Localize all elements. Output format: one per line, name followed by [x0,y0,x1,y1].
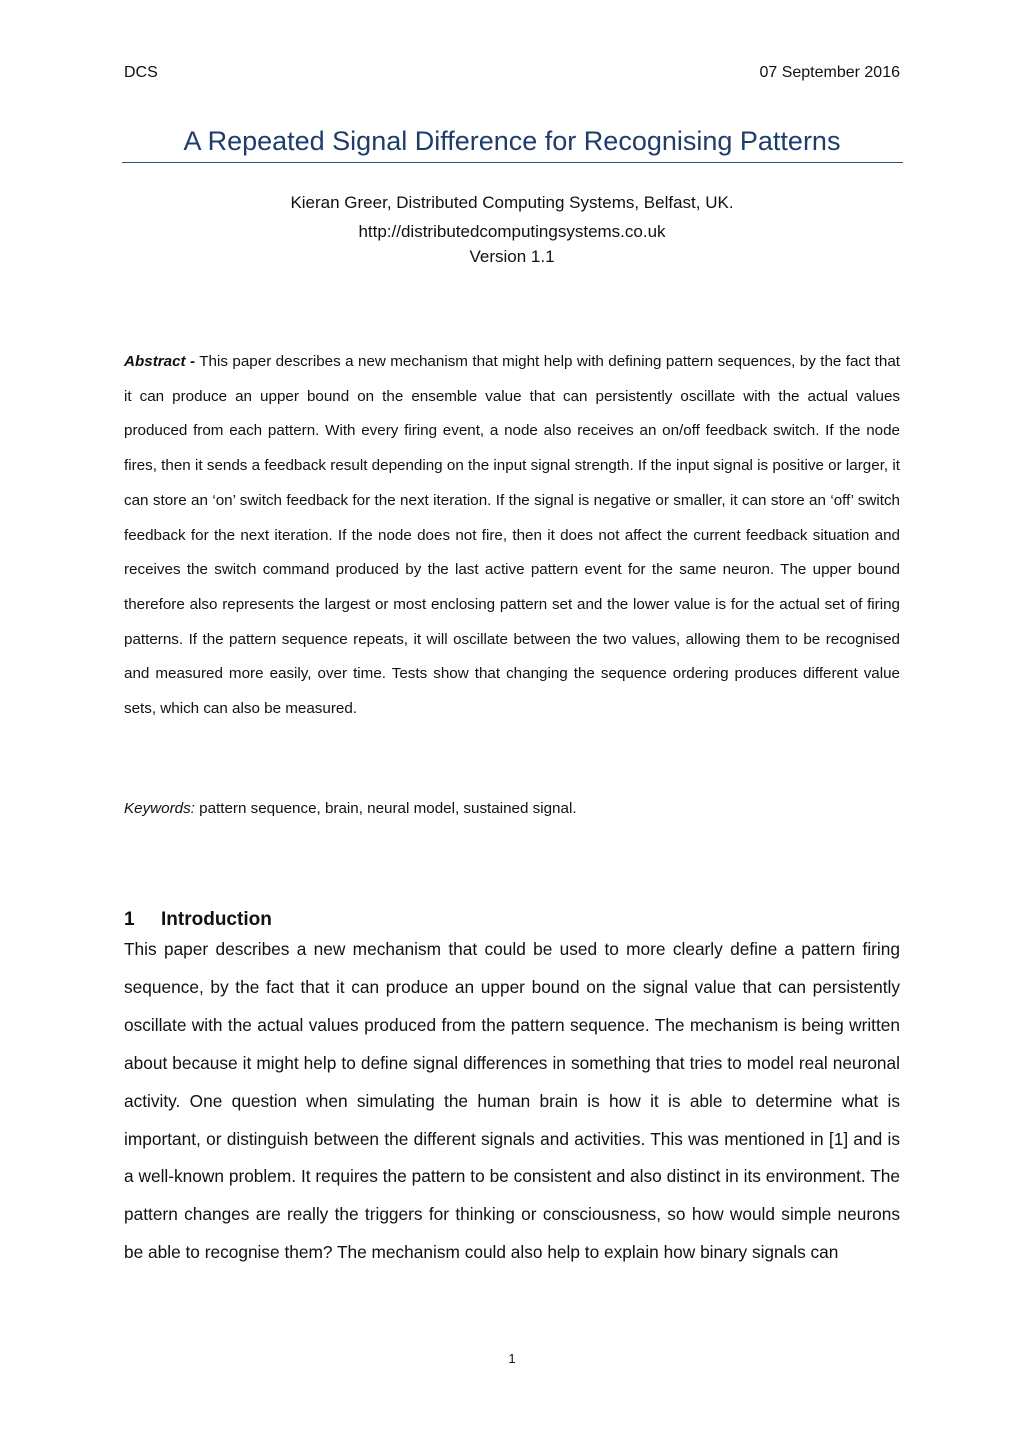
introduction-paragraph: This paper describes a new mechanism that could be used to more clearly define a pattern firing sequence, by the fact that it can produce an upper bound on the signal value that can persistently oscillate with the actual values produced from the pattern sequence. The mechanism is being written about because it might help to define signal differences in something that tries to model real neuronal activity. One question when simulating the human brain is how it is able to determine what is important, or distinguish between the different signals and activities. This was mentioned in [1] and is a well-known problem. It requires the pattern to be consistent and also distinct in its environment. The pattern changes are really the triggers for thinking or consciousness, so how would simple neurons be able to recognise them? The mechanism could also help to explain how binary signals can [124,939,900,1263]
section-title: Introduction [161,909,272,930]
header-date: 07 September 2016 [759,64,900,81]
title-underline [122,162,903,163]
section-number: 1 [124,909,135,930]
author-url: http://distributedcomputingsystems.co.uk [358,222,666,241]
paper-title: A Repeated Signal Difference for Recognising Patterns [183,126,841,156]
author-line: Kieran Greer, Distributed Computing Systems, Belfast, UK. [290,193,734,212]
abstract [124,345,900,727]
keywords [124,800,900,817]
keywords-label: Keywords: [124,800,195,817]
section-heading [124,909,272,931]
keywords-text: pattern sequence, brain, neural model, sustained signal. [199,800,577,817]
abstract-label: Abstract - [124,353,196,370]
header-left: DCS [124,64,158,81]
page-number: 1 [508,1351,516,1366]
version-label: Version 1.1 [469,247,555,266]
abstract-text: This paper describes a new mechanism that might help with defining pattern sequences, by the fact that it can produce an upper bound on the ensemble value that can persistently oscillate with the actual values produced from each pattern. With every firing event, a node also receives an on/off feedback switch. If the node fires, then it sends a feedback result depending on the input signal strength. If the input signal is positive or larger, it can store an ‘on’ switch feedback for the next iteration. If the signal is negative or smaller, it can store an ‘off’ switch feedback for the next iteration. If the node does not fire, then it does not affect the current feedback situation and receives the switch command produced by the last active pattern event for the same neuron. The upper bound therefore also represents the largest or most enclosing pattern set and the lower value is for the actual set of firing patterns. If the pattern sequence repeats, it will oscillate between the two values, allowing them to be recognised and measured more easily, over time. Tests show that changing the sequence ordering produces different value sets, which can also be measured. [124,353,901,718]
